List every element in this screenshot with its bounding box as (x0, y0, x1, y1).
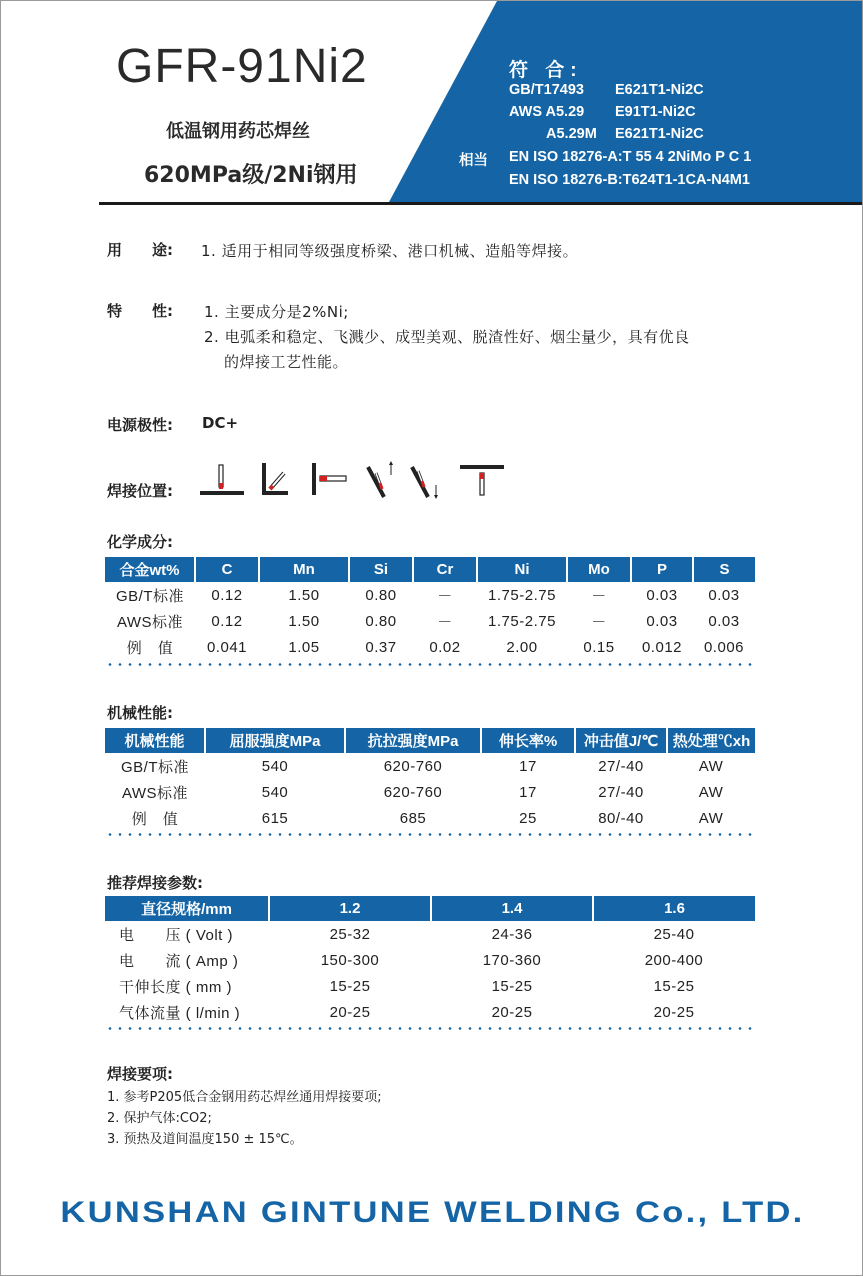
table-cell: 0.006 (703, 638, 745, 656)
conform-label: 符 合: (509, 60, 583, 81)
table-cell: 15-25 (491, 977, 533, 995)
position-horizontal-icon (312, 463, 346, 495)
table-cell: 27/-40 (598, 757, 644, 775)
table-cell: 电 流 ( Amp ) (119, 952, 239, 970)
table-cell: AWS标准 (121, 784, 189, 802)
table-cell: 0.03 (708, 612, 740, 630)
table-cell: AWS标准 (116, 613, 184, 631)
feature-line-2: 2. 电弧柔和稳定、飞溅少、成型美观、脱渣性好、烟尘量少，具有优良 (204, 328, 690, 346)
table-cell: － (437, 587, 453, 605)
usage-label: 用 途: (107, 241, 173, 259)
table-cell: 25 (519, 809, 537, 827)
table-cell: 0.041 (206, 638, 248, 656)
chemical-header-cell: Mn (259, 557, 349, 582)
welding-params-title: 推荐焊接参数: (107, 874, 203, 892)
standard-en-a: EN ISO 18276-A:T 55 4 2NiMo P C 1 (509, 149, 752, 165)
table-cell: 例 值 (126, 639, 174, 657)
note-item-1: 1. 参考P205低合金钢用药芯焊丝通用焊接要项; (107, 1090, 382, 1105)
mechanical-header-cell: 热处理℃xh (667, 728, 755, 753)
welding-positions-diagram (200, 459, 505, 504)
welding-params-header-row (105, 896, 755, 921)
mechanical-header-cell: 抗拉强度MPa (345, 728, 481, 753)
polarity-value: DC+ (202, 414, 239, 432)
standard-en-b: EN ISO 18276-B:T624T1-1CA-N4M1 (509, 172, 750, 188)
table-cell: 1.50 (288, 612, 320, 630)
standard-gb-name: GB/T17493 (509, 82, 584, 98)
table-cell: 17 (519, 783, 537, 801)
table-cell: 615 (261, 809, 289, 827)
table-cell: 620-760 (383, 757, 443, 775)
dotted-divider (105, 833, 755, 836)
table-cell: 17 (519, 757, 537, 775)
standard-gb-code: E621T1-Ni2C (615, 82, 704, 98)
chemical-header-cell: Cr (413, 557, 477, 582)
table-cell: － (591, 613, 607, 631)
chemical-header-cell: C (195, 557, 259, 582)
table-cell: 1.05 (288, 638, 320, 656)
usage-item: 1. 适用于相同等级强度桥梁、港口机械、造船等焊接。 (201, 242, 579, 260)
standard-awsm-code: E621T1-Ni2C (615, 126, 704, 142)
welding-params-header-cell: 1.2 (269, 896, 431, 921)
table-cell: 电 压 ( Volt ) (119, 926, 234, 944)
chemical-header-cell: Mo (567, 557, 631, 582)
product-subtitle: 低温钢用药芯焊丝 (166, 121, 310, 142)
table-cell: 15-25 (653, 977, 695, 995)
polarity-label: 电源极性: (107, 416, 173, 434)
table-cell: 0.03 (708, 586, 740, 604)
chemical-title: 化学成分: (107, 533, 173, 551)
table-cell: 15-25 (329, 977, 371, 995)
mechanical-table (105, 728, 755, 831)
table-cell: GB/T标准 (120, 758, 189, 776)
table-row (105, 805, 755, 831)
position-vertical-up-icon (368, 461, 393, 497)
table-cell: 540 (261, 757, 289, 775)
position-horizontal-fillet-icon (262, 463, 288, 495)
feature-line-3: 的焊接工艺性能。 (224, 353, 349, 371)
note-item-2: 2. 保护气体:CO2; (107, 1111, 212, 1126)
table-cell: － (437, 613, 453, 631)
table-cell: 0.012 (641, 638, 683, 656)
mechanical-header-row (105, 728, 755, 753)
table-cell: AW (698, 783, 724, 801)
table-row (105, 973, 755, 999)
table-cell: 20-25 (329, 1003, 371, 1021)
mechanical-header-cell: 机械性能 (105, 728, 205, 753)
table-cell: AW (698, 809, 724, 827)
table-cell: 0.12 (211, 612, 243, 630)
table-cell: AW (698, 757, 724, 775)
chemical-header-cell: S (693, 557, 755, 582)
table-cell: 0.15 (583, 638, 615, 656)
header-divider (99, 202, 863, 205)
chemical-header-cell: P (631, 557, 693, 582)
table-cell: 20-25 (653, 1003, 695, 1021)
standard-awsm-name: A5.29M (546, 126, 597, 142)
equivalent-label: 相当 (459, 153, 488, 169)
position-overhead-icon (460, 465, 504, 495)
table-cell: 20-25 (491, 1003, 533, 1021)
table-cell: 27/-40 (598, 783, 644, 801)
mechanical-header-cell: 伸长率% (481, 728, 575, 753)
table-cell: 0.37 (365, 638, 397, 656)
position-vertical-down-icon (412, 467, 438, 499)
table-cell: 干伸长度 ( mm ) (119, 978, 232, 996)
chemical-header-cell: Si (349, 557, 413, 582)
welding-params-header-cell: 1.6 (593, 896, 755, 921)
table-cell: 例 值 (131, 810, 179, 828)
table-cell: 1.50 (288, 586, 320, 604)
table-row (105, 753, 755, 779)
table-cell: 0.80 (365, 586, 397, 604)
chemical-header-row (105, 557, 755, 582)
table-cell: 80/-40 (598, 809, 644, 827)
table-cell: 685 (399, 809, 427, 827)
table-cell: 0.03 (646, 612, 678, 630)
welding-params-header-cell: 1.4 (431, 896, 593, 921)
table-cell: 0.03 (646, 586, 678, 604)
table-row (105, 921, 755, 947)
mechanical-title: 机械性能: (107, 704, 173, 722)
position-flat-icon (200, 465, 244, 495)
table-cell: 0.02 (429, 638, 461, 656)
table-cell: GB/T标准 (115, 587, 184, 605)
table-cell: 150-300 (320, 951, 380, 969)
chemical-header-cell: 合金wt% (105, 557, 195, 582)
table-row (105, 947, 755, 973)
table-cell: 170-360 (482, 951, 542, 969)
table-cell: 200-400 (644, 951, 704, 969)
product-grade: 620MPa级/2Ni钢用 (144, 163, 358, 188)
table-cell: 气体流量 ( l/min ) (119, 1004, 241, 1022)
table-cell: － (591, 587, 607, 605)
standard-aws-code: E91T1-Ni2C (615, 104, 696, 120)
table-cell: 2.00 (506, 638, 538, 656)
mechanical-header-cell: 冲击值J/℃ (575, 728, 667, 753)
company-name: KUNSHAN GINTUNE WELDING Co., LTD. (60, 1196, 805, 1229)
positions-label: 焊接位置: (107, 482, 173, 500)
chemical-header-cell: Ni (477, 557, 567, 582)
table-cell: 620-760 (383, 783, 443, 801)
table-cell: 1.75-2.75 (488, 612, 556, 630)
table-cell: 25-32 (329, 925, 371, 943)
table-row (105, 582, 755, 608)
mechanical-header-cell: 屈服强度MPa (205, 728, 345, 753)
dotted-divider (105, 1027, 755, 1030)
table-row (105, 608, 755, 634)
notes-title: 焊接要项: (107, 1065, 173, 1083)
table-cell: 24-36 (491, 925, 533, 943)
product-title: GFR-91Ni2 (116, 40, 368, 93)
standard-aws-name: AWS A5.29 (509, 104, 585, 120)
chemical-table (105, 557, 755, 660)
table-cell: 0.80 (365, 612, 397, 630)
table-row (105, 999, 755, 1025)
features-label: 特 性: (107, 302, 173, 320)
welding-params-header-cell: 直径规格/mm (105, 896, 269, 921)
table-row (105, 779, 755, 805)
dotted-divider (105, 663, 755, 666)
table-cell: 540 (261, 783, 289, 801)
welding-params-table (105, 896, 755, 1025)
table-cell: 1.75-2.75 (488, 586, 556, 604)
table-row (105, 634, 755, 660)
table-cell: 0.12 (211, 586, 243, 604)
table-cell: 25-40 (653, 925, 695, 943)
note-item-3: 3. 预热及道间温度150 ± 15℃。 (107, 1132, 303, 1147)
feature-line-1: 1. 主要成分是2%Ni; (204, 303, 349, 321)
